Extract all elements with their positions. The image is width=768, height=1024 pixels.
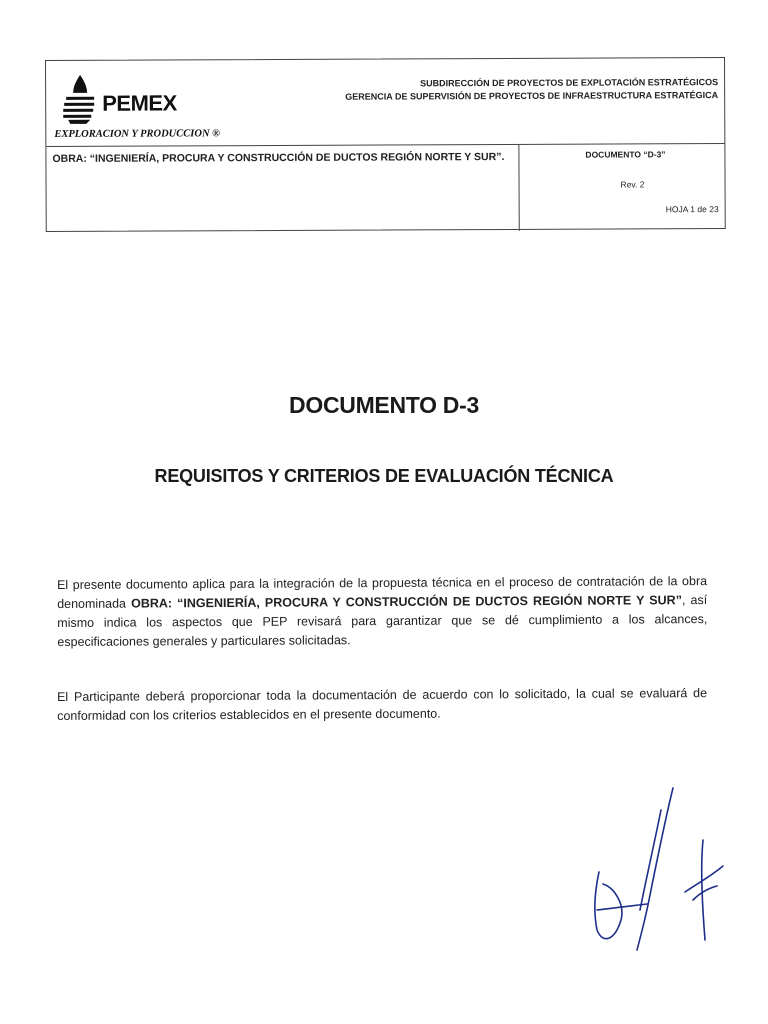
revision-label: Rev. 2: [620, 179, 645, 190]
obra-title: OBRA: “INGENIERÍA, PROCURA Y CONSTRUCCIÓN DE DUCTOS REGIÓN NORTE Y SUR”.: [52, 150, 505, 165]
page-counter: HOJA 1 de 23: [665, 204, 719, 215]
department-block: [345, 76, 718, 104]
dept-line-1: SUBDIRECCIÓN DE PROYECTOS DE EXPLOTACIÓN ESTRATÉGICOS: [420, 77, 719, 89]
paragraph-scope-obra: OBRA: “INGENIERÍA, PROCURA Y CONSTRUCCIÓN DE DUCTOS REGIÓN NORTE Y SUR”: [131, 593, 682, 611]
document-title: DOCUMENTO D-3: [289, 392, 479, 418]
paragraph-scope-part-1: El presente documento aplica para la integración de la propuesta técnica en el proceso de contratación de la obra denominada: [57, 574, 708, 611]
paragraph-scope: [57, 572, 707, 652]
handwritten-signature: [585, 780, 735, 960]
header-divider: [518, 145, 519, 231]
logo-subtitle: EXPLORACION Y PRODUCCION ®: [54, 128, 221, 140]
paragraph-participant: El Participante deberá proporcionar toda la documentación de acuerdo con lo solicitado, la cual se evaluará de conformidad con los criterios establecidos en el presente documento.: [57, 686, 708, 723]
document-label: DOCUMENTO “D-3”: [585, 149, 666, 160]
paragraph-scope-part-2: , así mismo indica los aspectos que PEP revisará para garantizar que se dé cumplimiento a los alcances, especificaciones generales y particulares solicitadas.: [57, 593, 708, 649]
document-header: [45, 57, 726, 232]
dept-line-2: GERENCIA DE SUPERVISIÓN DE PROYECTOS DE INFRAESTRUCTURA ESTRATÉGICA: [345, 90, 719, 102]
document-subtitle: REQUISITOS Y CRITERIOS DE EVALUACIÓN TÉCNICA: [154, 466, 614, 486]
header-top-row: [46, 58, 724, 147]
pemex-logo: [54, 70, 224, 141]
logo-name: PEMEX: [102, 90, 177, 116]
pemex-eagle-icon: [60, 73, 100, 125]
